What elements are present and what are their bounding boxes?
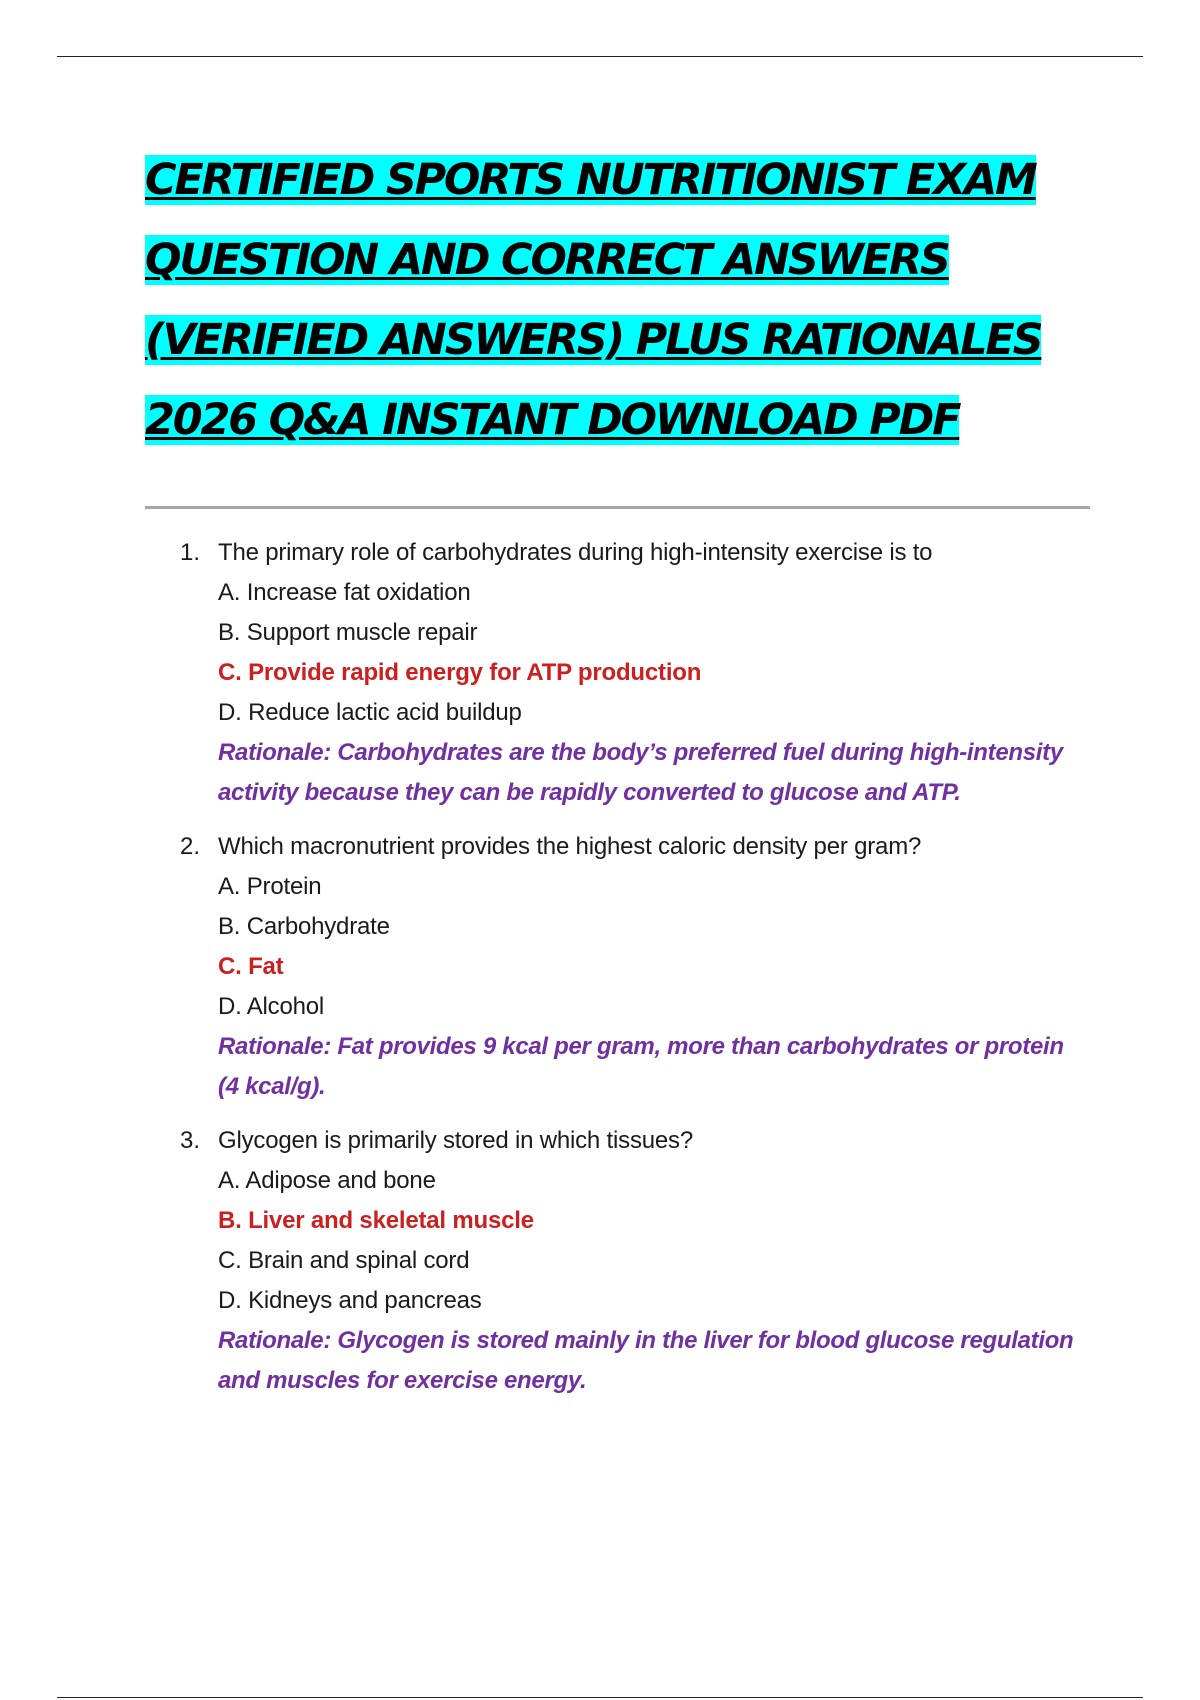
title-line: CERTIFIED SPORTS NUTRITIONIST EXAM [145,155,1036,205]
question-list [180,533,1080,1415]
question-item [180,827,1080,1107]
answer-option: D. Kidneys and pancreas [218,1287,482,1314]
answer-option: D. Reduce lactic acid buildup [218,699,522,726]
correct-answer-option: C. Provide rapid energy for ATP production [218,659,702,686]
correct-answer-option: C. Fat [218,953,284,980]
document-title [145,140,1105,460]
answer-option: B. Support muscle repair [218,619,478,646]
question-item [180,533,1080,813]
answer-option: D. Alcohol [218,993,325,1020]
question-item [180,1121,1080,1401]
answer-option: C. Brain and spinal cord [218,1247,470,1274]
answer-option: A. Protein [218,873,322,900]
answer-option: B. Carbohydrate [218,913,390,940]
section-divider [145,506,1090,509]
answer-option: A. Adipose and bone [218,1167,436,1194]
question-number: 1. [180,539,201,566]
rationale-text: Rationale: Fat provides 9 kcal per gram, more than carbohydrates or protein (4 kcal/g). [218,1033,1064,1100]
question-text: Which macronutrient provides the highest caloric density per gram? [218,833,922,860]
rationale-text: Rationale: Carbohydrates are the body’s preferred fuel during high-intensity activity because they can be rapidly converted to glucose and ATP. [218,739,1063,806]
title-line: (VERIFIED ANSWERS) PLUS RATIONALES [145,315,1042,365]
answer-option: A. Increase fat oxidation [218,579,471,606]
question-number: 2. [180,833,201,860]
title-line: QUESTION AND CORRECT ANSWERS [145,235,949,285]
rationale-text: Rationale: Glycogen is stored mainly in the liver for blood glucose regulation and muscles for exercise energy. [218,1327,1074,1394]
question-text: The primary role of carbohydrates during high-intensity exercise is to [218,539,933,566]
question-number: 3. [180,1127,201,1154]
question-text: Glycogen is primarily stored in which tissues? [218,1127,693,1154]
title-line: 2026 Q&A INSTANT DOWNLOAD PDF [145,395,960,445]
top-rule [57,56,1143,57]
bottom-rule [57,1697,1143,1698]
correct-answer-option: B. Liver and skeletal muscle [218,1207,534,1234]
